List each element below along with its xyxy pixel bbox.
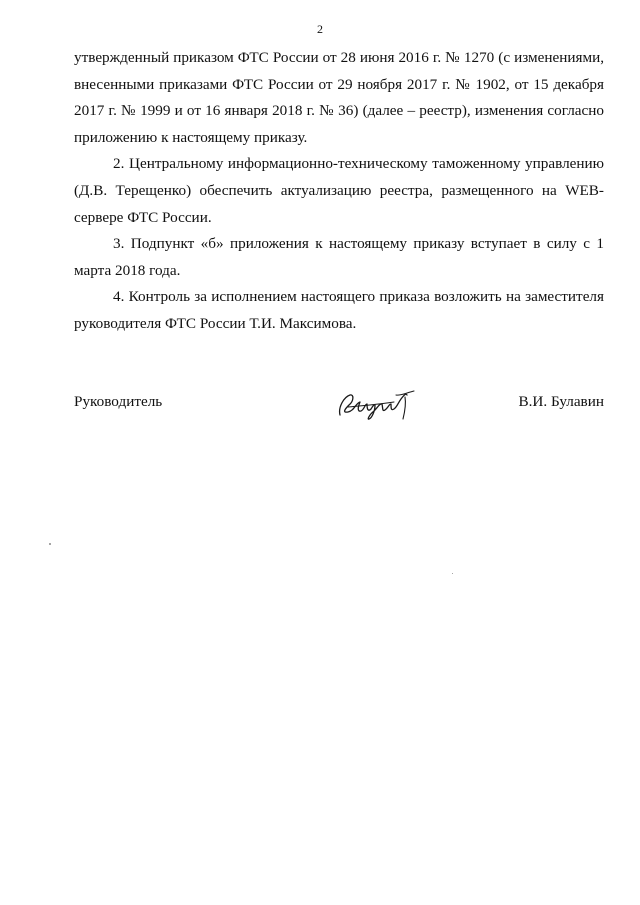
- signer-name: В.И. Булавин: [518, 393, 604, 410]
- scan-speck: [452, 573, 453, 574]
- paragraph-item-3: 3. Подпункт «б» приложения к настоящему приказу вступает в силу с 1 марта 2018 года.: [74, 235, 604, 279]
- handwritten-signature: [334, 385, 424, 425]
- paragraph-continuation: утвержденный приказом ФТС России от 28 июня 2016 г. № 1270 (с изменениями, внесенными приказами ФТС России от 29 ноября 2017 г. № 1902, от 15 декабря 2017 г. № 1999 и от 16 января 2018 г. № 36) (далее – реестр), изменения согласно приложению к настоящему приказу.: [74, 49, 604, 146]
- signer-title: Руководитель: [74, 393, 163, 410]
- document-body: [74, 45, 604, 338]
- paragraph-item-4: 4. Контроль за исполнением настоящего приказа возложить на заместителя руководителя ФТС России Т.И. Максимова.: [74, 288, 604, 332]
- signature-block: [74, 385, 604, 425]
- paragraph-item-2: 2. Центральному информационно-техническому таможенному управлению (Д.В. Терещенко) обеспечить актуализацию реестра, размещенного на WEB-сервере ФТС России.: [74, 155, 604, 226]
- scan-speck: [49, 543, 51, 545]
- page-number: 2: [317, 22, 323, 36]
